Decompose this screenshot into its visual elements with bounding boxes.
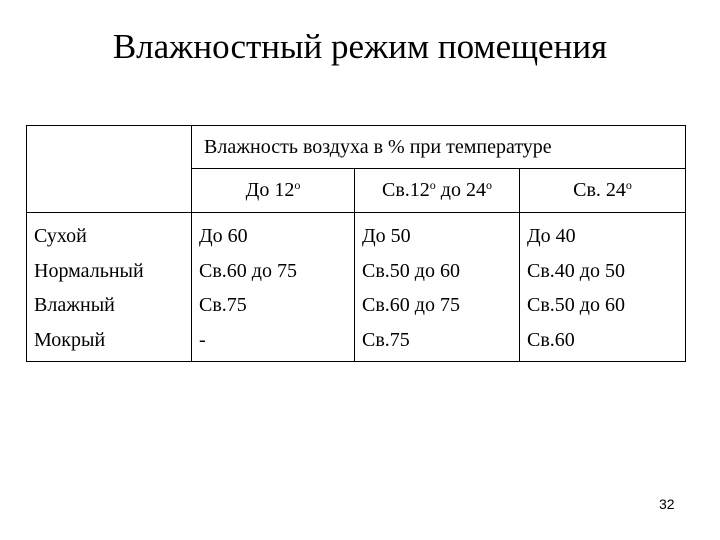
table-cell-value: Св.60 до 75 bbox=[362, 294, 460, 316]
table-cell-value: Св.60 bbox=[527, 328, 575, 351]
table-cell-value: Св.40 до 50 bbox=[527, 259, 625, 282]
degree-mark: о bbox=[294, 178, 301, 192]
table-body-row bbox=[27, 213, 686, 362]
subheader-text: до 24 bbox=[435, 179, 486, 201]
values-12-to-24-cell bbox=[355, 213, 520, 362]
subheader-text: Св.12 bbox=[382, 179, 430, 201]
table-cell-value: Св.75 bbox=[199, 294, 247, 316]
regime-label: Сухой bbox=[34, 225, 87, 247]
values-over-24-cell bbox=[520, 213, 686, 362]
table-cell-value: До 50 bbox=[362, 225, 411, 247]
table-cell-value: Св.60 до 75 bbox=[199, 259, 297, 282]
subheader-12-to-24 bbox=[355, 169, 520, 213]
regime-label: Влажный bbox=[34, 294, 115, 316]
table-cell-value: До 40 bbox=[527, 225, 576, 247]
slide-title: Влажностный режим помещения bbox=[112, 27, 608, 66]
table-cell-value: До 60 bbox=[199, 225, 248, 247]
degree-mark: о bbox=[625, 178, 632, 192]
table-cell-value: Св.50 до 60 bbox=[362, 259, 460, 282]
regime-labels-cell bbox=[27, 213, 192, 362]
header-main: Влажность воздуха в % при температуре bbox=[192, 126, 686, 169]
humidity-table bbox=[26, 125, 686, 362]
subheader-over-24 bbox=[520, 169, 686, 213]
table-cell-value: - bbox=[199, 328, 206, 351]
page-number: 32 bbox=[659, 496, 675, 512]
degree-mark: о bbox=[485, 178, 492, 192]
corner-cell bbox=[27, 126, 192, 213]
header-row bbox=[27, 126, 686, 169]
table-cell-value: Св.75 bbox=[362, 328, 410, 351]
values-up-to-12-cell bbox=[192, 213, 355, 362]
degree-mark: о bbox=[429, 178, 436, 192]
subheader-text: До 12 bbox=[245, 179, 295, 201]
subheader-up-to-12 bbox=[192, 169, 355, 213]
regime-label: Нормальный bbox=[34, 259, 144, 282]
regime-label: Мокрый bbox=[34, 328, 106, 351]
subheader-text: Св. 24 bbox=[573, 179, 626, 201]
table-cell-value: Св.50 до 60 bbox=[527, 294, 625, 316]
